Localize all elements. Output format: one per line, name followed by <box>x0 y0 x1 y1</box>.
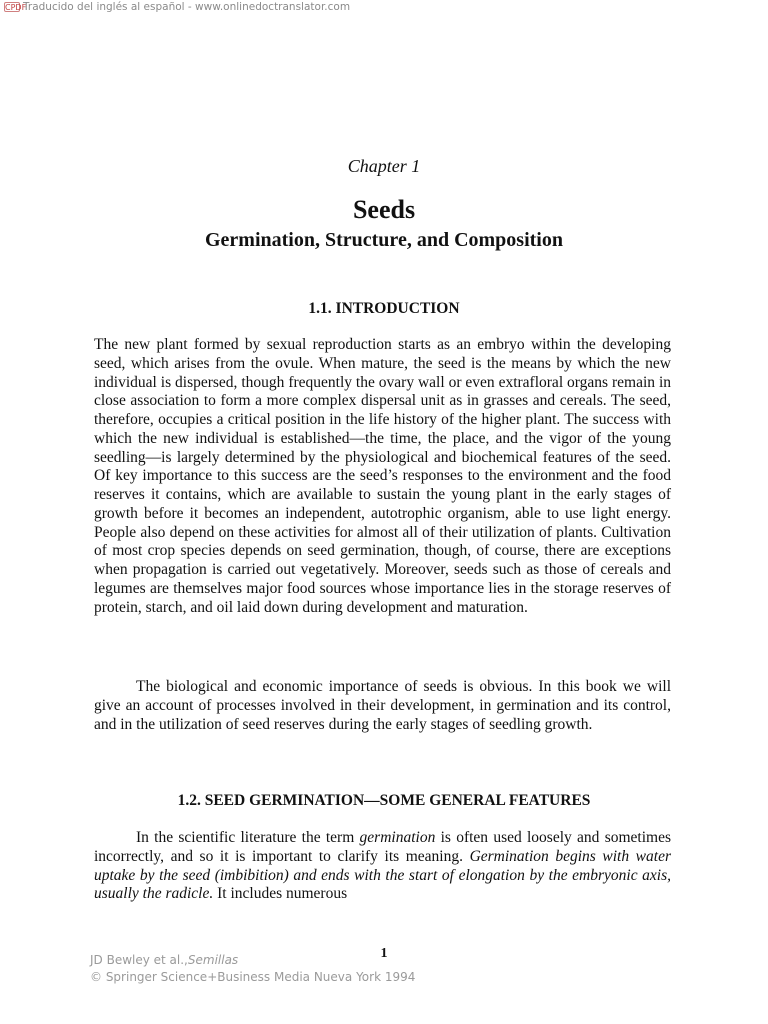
chapter-label: Chapter 1 <box>347 156 421 176</box>
footer-citation <box>90 952 415 986</box>
germination-term: germination <box>359 829 436 846</box>
chapter-title: Seeds <box>352 195 416 224</box>
germination-text-3: It includes numerous <box>213 885 348 903</box>
footer-authors-line <box>90 952 415 969</box>
translator-banner[interactable] <box>4 0 350 14</box>
footer-authors: JD Bewley et al., <box>90 953 188 967</box>
footer-book-title: Semillas <box>187 953 239 967</box>
germination-paragraph <box>94 829 671 904</box>
pdf-translator-icon: CPDF <box>5 3 27 12</box>
section-heading-introduction: 1.1. INTRODUCTION <box>308 300 460 317</box>
germination-text-1: In the scientific literature the term <box>136 829 360 846</box>
footer-copyright: © Springer Science+Business Media Nueva York 1994 <box>90 970 416 984</box>
germination-text-2: is often used loosely and sometimes incorrectly, and so it is important to clarify its meaning. <box>94 829 671 865</box>
translator-banner-text[interactable]: Traducido del inglés al español - www.onlinedoctranslator.com <box>23 1 351 13</box>
chapter-subtitle: Germination, Structure, and Composition <box>205 229 563 251</box>
section-heading-germination: 1.2. SEED GERMINATION—SOME GENERAL FEATURES <box>177 792 591 809</box>
intro-paragraph-2: The biological and economic importance of seeds is obvious. In this book we will give an account of processes involved in their development, in germination and its control, and in the utilization of seed reserves during the early stages of seedling growth. <box>94 678 671 733</box>
page-number: 1 <box>380 946 388 961</box>
germination-definition: Germination begins with water uptake by the seed (imbibition) and ends with the start of elongation by the embryonic axis, usually the radicle. <box>94 847 671 903</box>
intro-paragraph-1: The new plant formed by sexual reproduction starts as an embryo within the developing seed, which arises from the ovule. When mature, the seed is the means by which the new individual is dispersed, though frequently the ovary wall or even extrafloral organs remain in close association to form a more complex dispersal unit as in grasses and cereals. The seed, therefore, occupies a critical position in the life history of the higher plant. The success with which the new individual is established—the time, the place, and the vigor of the young seedling—is largely determined by the physiological and biochemical features of the seed. Of key importance to this success are the seed’s responses to the environment and the food reserves it contains, which are available to sustain the young plant in the early stages of growth before it becomes an independent, autotrophic organism, able to use light energy. People also depend on these activities for almost all of their utilization of plants. Cultivation of most crop species depends on seed germination, though, of course, there are exceptions when propagation is carried out vegetatively. Moreover, seeds such as those of cereals and legumes are themselves major food sources whose importance lies in the storage reserves of protein, starch, and oil laid down during development and maturation. <box>94 336 671 616</box>
